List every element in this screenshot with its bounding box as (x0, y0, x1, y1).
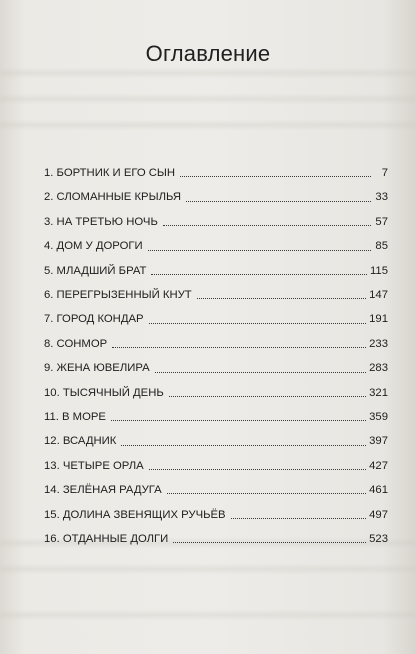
show-through-line (0, 566, 416, 572)
toc-page-number: 33 (375, 191, 388, 204)
toc-chapter-title: 5. МЛАДШИЙ БРАТ (44, 264, 147, 277)
dot-leader (197, 298, 366, 299)
toc-page-number: 147 (369, 289, 388, 302)
toc-chapter-title: 12. ВСАДНИК (44, 435, 117, 448)
dot-leader (167, 493, 366, 494)
toc-entry (44, 228, 388, 252)
toc-chapter-title: 7. ГОРОД КОНДАР (44, 313, 144, 326)
dot-leader (155, 372, 366, 373)
toc-chapter-title: 3. НА ТРЕТЬЮ НОЧЬ (44, 215, 158, 228)
toc-chapter-title: 14. ЗЕЛЁНАЯ РАДУГА (44, 484, 162, 497)
toc-chapter-title: 11. В МОРЕ (44, 411, 106, 423)
dot-leader (149, 469, 366, 470)
toc-entry (44, 423, 388, 447)
toc-page-number: 7 (381, 167, 388, 180)
toc-chapter-title: 15. ДОЛИНА ЗВЕНЯЩИХ РУЧЬЁВ (44, 508, 226, 521)
dot-leader (173, 542, 366, 543)
toc-page-number: 397 (369, 435, 388, 448)
dot-leader (112, 347, 366, 348)
show-through-line (0, 96, 416, 102)
toc-chapter-title: 9. ЖЕНА ЮВЕЛИРА (44, 362, 150, 375)
toc-page-number: 233 (369, 337, 388, 350)
toc-entry (44, 375, 388, 399)
toc-page-number: 359 (369, 411, 388, 423)
toc-entry (44, 179, 388, 203)
toc-entry (44, 253, 388, 277)
dot-leader (169, 396, 366, 397)
toc-entry (44, 326, 388, 350)
show-through-line (0, 612, 416, 618)
toc-entry (44, 399, 388, 423)
toc-page-number: 461 (369, 484, 388, 497)
toc-chapter-title: 10. ТЫСЯЧНЫЙ ДЕНЬ (44, 386, 164, 399)
dot-leader (148, 250, 371, 251)
table-of-contents (44, 155, 388, 545)
show-through-line (0, 70, 416, 76)
toc-entry (44, 277, 388, 301)
dot-leader (149, 323, 367, 324)
dot-leader (151, 274, 367, 275)
toc-page-number: 191 (369, 313, 388, 326)
toc-page-number: 523 (369, 532, 388, 545)
toc-page-number: 321 (369, 386, 388, 399)
toc-entry (44, 204, 388, 228)
toc-page-number: 57 (375, 215, 388, 228)
toc-entry (44, 448, 388, 472)
toc-page-number: 115 (369, 264, 388, 277)
toc-entry (44, 301, 388, 325)
toc-entry (44, 155, 388, 179)
toc-chapter-title: 6. ПЕРЕГРЫЗЕННЫЙ КНУТ (44, 289, 192, 302)
dot-leader (231, 518, 367, 519)
toc-chapter-title: 4. ДОМ У ДОРОГИ (44, 240, 143, 253)
show-through-line (0, 122, 416, 128)
toc-entry (44, 521, 388, 545)
toc-page-number: 427 (369, 459, 388, 472)
toc-entry (44, 350, 388, 374)
toc-chapter-title: 8. СОНМОР (44, 337, 108, 350)
toc-chapter-title: 2. СЛОМАННЫЕ КРЫЛЬЯ (44, 191, 182, 204)
dot-leader (111, 420, 366, 421)
toc-chapter-title: 1. БОРТНИК И ЕГО СЫН (44, 167, 176, 180)
toc-page-number: 283 (369, 362, 388, 375)
toc-page-number: 497 (369, 508, 388, 521)
toc-page-number: 85 (375, 240, 388, 253)
page-title: Оглавление (145, 41, 271, 66)
dot-leader (163, 225, 371, 226)
toc-entry (44, 472, 388, 496)
dot-leader (121, 445, 366, 446)
toc-chapter-title: 16. ОТДАННЫЕ ДОЛГИ (44, 532, 169, 545)
dot-leader (186, 201, 371, 202)
dot-leader (180, 176, 371, 177)
toc-chapter-title: 13. ЧЕТЫРЕ ОРЛА (44, 459, 144, 472)
toc-entry (44, 496, 388, 520)
